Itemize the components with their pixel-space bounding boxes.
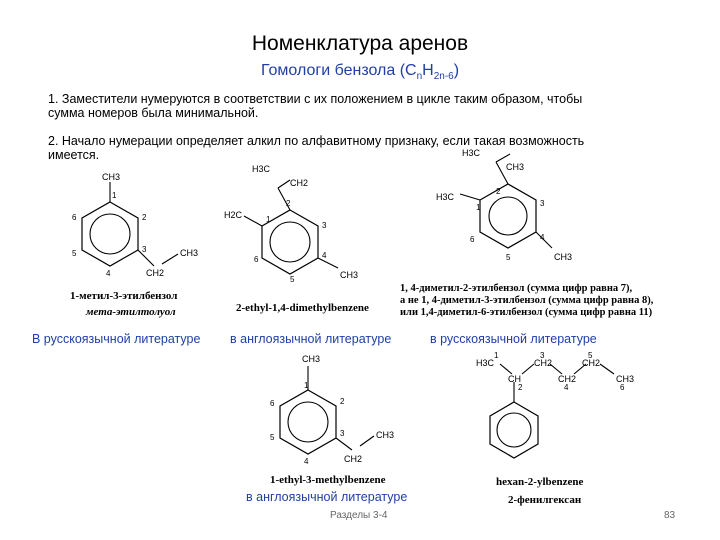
s5-ch2-a: CH2 <box>534 358 553 368</box>
s2-ch2-top: CH2 <box>290 178 309 188</box>
rule-1-line-2: сумма номеров была минимальной. <box>48 106 259 120</box>
s1-num-3: 3 <box>142 245 147 254</box>
s4-ch2: CH2 <box>344 454 363 464</box>
s2-num-1: 1 <box>266 215 271 224</box>
subtitle-n: n <box>416 71 423 83</box>
rule-1-line-1: 1. Заместители нумеруются в соответствии с их положением в цикле таким образом, чтобы <box>48 92 583 106</box>
s4-num-1: 1 <box>304 381 309 390</box>
aromatic-circle <box>90 214 130 254</box>
aromatic-circle <box>270 222 310 262</box>
structure-1-diagram <box>62 168 212 284</box>
s2-num-3: 3 <box>322 221 327 230</box>
s5-ch3: CH3 <box>616 374 635 384</box>
s1-num-6: 6 <box>72 213 77 222</box>
s1-num-2: 2 <box>142 213 147 222</box>
structure-5-name-en: hexan-2-ylbenzene <box>496 476 584 488</box>
s2-h3c-top: H3C <box>252 164 271 174</box>
s2-ch3-bottom: CH3 <box>340 270 359 280</box>
slide-title: Номенклатура аренов <box>251 32 469 55</box>
s5-ch2-b: CH2 <box>558 374 577 384</box>
s5-ch2-c: CH2 <box>582 358 601 368</box>
label-english-literature-2: в англоязычной литературе <box>246 490 408 504</box>
s4-ch3-side: CH3 <box>376 430 395 440</box>
structure-3-name-line-2: а не 1, 4-диметил-3-этилбензол (сумма цифр равна 8), <box>400 295 654 306</box>
structure-3-name-line-3: или 1,4-диметил-6-этилбензол (сумма цифр равна 11) <box>400 307 653 318</box>
subtitle-prefix: Гомологи бензола (C <box>260 62 417 79</box>
structure-4-diagram <box>260 352 410 468</box>
s2-num-2: 2 <box>286 199 291 208</box>
structure-1-name: 1-метил-3-этилбензол <box>70 290 178 302</box>
rule-2-line-2: имеется. <box>48 148 100 162</box>
structure-3-names <box>400 283 653 319</box>
s3-ch3-right: CH3 <box>554 252 573 262</box>
s4-ch3-top: CH3 <box>302 354 321 364</box>
s2-num-6: 6 <box>254 255 259 264</box>
aromatic-circle <box>497 413 531 447</box>
s3-num-5: 5 <box>506 253 511 262</box>
s3-h3c-top: H3C <box>462 148 481 158</box>
s4-num-6: 6 <box>270 399 275 408</box>
s4-num-3: 3 <box>340 429 345 438</box>
s1-ch2: CH2 <box>146 268 165 278</box>
rule-2-line-1: 2. Начало нумерации определяет алкил по алфавитному признаку, если такая возможность <box>48 134 585 148</box>
structure-5-diagram <box>470 350 650 474</box>
s5-num-2: 2 <box>518 383 523 392</box>
s4-num-4: 4 <box>304 457 309 466</box>
s5-num-3: 3 <box>540 351 545 360</box>
structure-3-diagram <box>420 148 590 272</box>
s3-num-6: 6 <box>470 235 475 244</box>
footer-section: Разделы 3-4 <box>330 510 388 521</box>
aromatic-circle <box>288 402 328 442</box>
s2-h2c-left: H2C <box>224 210 243 220</box>
s5-num-5: 5 <box>588 351 593 360</box>
s5-num-4: 4 <box>564 383 569 392</box>
s3-num-4: 4 <box>540 233 545 242</box>
label-english-literature-1: в англоязычной литературе <box>230 332 392 346</box>
structure-3-name-line-1: 1, 4-диметил-2-этилбензол (сумма цифр равна 7), <box>400 283 633 294</box>
s1-ch3-side: CH3 <box>180 248 199 258</box>
label-russian-literature-2: в русскоязычной литературе <box>430 332 597 346</box>
s3-h3c-left: H3C <box>436 192 455 202</box>
s3-num-2: 2 <box>496 187 501 196</box>
structure-5-name-ru: 2-фенилгексан <box>508 494 582 506</box>
slide-subtitle <box>0 62 720 82</box>
s1-num-4: 4 <box>106 269 111 278</box>
s3-ch3-top: CH3 <box>506 162 525 172</box>
s5-ch: CH <box>508 374 521 384</box>
s5-num-1: 1 <box>494 351 499 360</box>
label-russian-literature-1: В русскоязычной литературе <box>32 332 201 346</box>
s1-num-5: 5 <box>72 249 77 258</box>
s2-num-4: 4 <box>322 251 327 260</box>
subtitle-suffix: ) <box>453 62 460 79</box>
s3-num-1: 1 <box>476 203 481 212</box>
s1-ch3-top: CH3 <box>102 172 121 182</box>
structure-4-name: 1-ethyl-3-methylbenzene <box>270 474 386 486</box>
s1-num-1: 1 <box>112 191 117 200</box>
s5-h3c: H3C <box>476 358 495 368</box>
structure-2-diagram <box>214 158 374 282</box>
structure-1-trivial-name: мета-этилтолуол <box>86 306 176 318</box>
aromatic-circle <box>489 197 527 235</box>
s3-num-3: 3 <box>540 199 545 208</box>
s4-num-5: 5 <box>270 433 275 442</box>
structure-2-name: 2-ethyl-1,4-dimethylbenzene <box>236 302 369 314</box>
s2-num-5: 5 <box>290 275 295 282</box>
benzene-ring <box>480 184 536 248</box>
s4-num-2: 2 <box>340 397 345 406</box>
rule-1 <box>48 92 582 120</box>
subtitle-sub: 2n-6 <box>433 71 454 83</box>
page-number: 83 <box>664 510 676 521</box>
subtitle-h: H <box>422 62 434 79</box>
s5-num-6: 6 <box>620 383 625 392</box>
